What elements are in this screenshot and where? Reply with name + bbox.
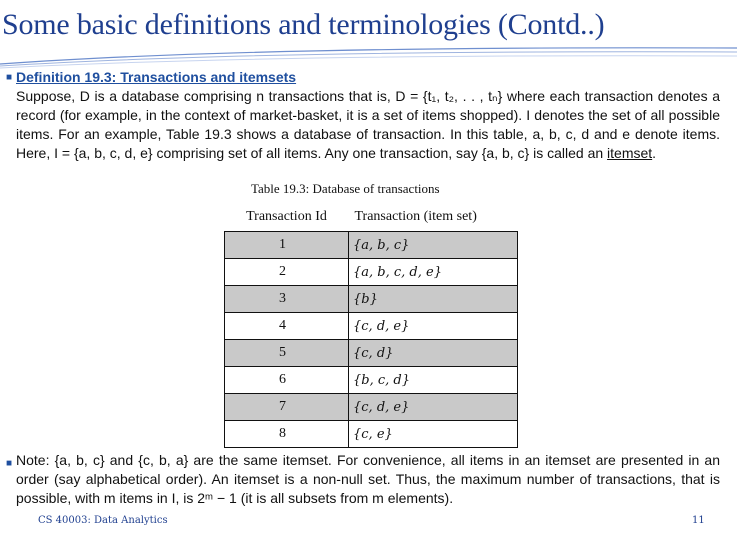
table-row — [225, 340, 518, 367]
title-swoosh-decoration — [0, 44, 737, 70]
note-bullet-icon: ■ — [6, 458, 13, 469]
table-row — [225, 259, 518, 286]
transaction-id-cell: 5 — [225, 340, 349, 367]
transactions-table — [224, 203, 518, 448]
itemset-term: itemset — [607, 145, 653, 161]
table-row — [225, 421, 518, 448]
transaction-id-cell: 7 — [225, 394, 349, 421]
definition-block — [16, 68, 720, 163]
footer-page-number: 11 — [692, 515, 705, 526]
transaction-id-cell: 6 — [225, 367, 349, 394]
transaction-items-cell: {a, b, c, d, e} — [349, 259, 518, 286]
table-row — [225, 367, 518, 394]
column-header-transaction-id: Transaction Id — [225, 203, 349, 232]
transaction-id-cell: 4 — [225, 313, 349, 340]
table-caption: Table 19.3: Database of transactions — [251, 181, 440, 196]
transaction-items-cell: {c, d, e} — [349, 313, 518, 340]
definition-text-end: . — [652, 145, 657, 161]
transaction-id-cell: 8 — [225, 421, 349, 448]
transaction-items-cell: {b, c, d} — [349, 367, 518, 394]
note-paragraph: Note: {a, b, c} and {c, b, a} are the same itemset. For convenience, all items in an itemset are presented in an order (say alphabetical order). An itemset is a non-null set. Thus, the maximum number of transactions, that is possible, with m items in I, is 2ᵐ − 1 (it is all subsets from m elements). — [16, 452, 720, 506]
transaction-items-cell: {c, e} — [349, 421, 518, 448]
transaction-id-cell: 3 — [225, 286, 349, 313]
transaction-items-cell: {c, d, e} — [349, 394, 518, 421]
definition-bullet-icon: ■ — [6, 72, 13, 83]
definition-text: Suppose, D is a database comprising n transactions that is, D = {t₁, t₂, . . , tₙ} where each transaction denotes a record (for example, in the context of market-basket, it is a set of items shopped). I denotes the set of all possible items. For an example, Table 19.3 shows a database of transaction. In this table, a, b, c, d and e denote items. Here, I = {a, b, c, d, e} comprising set of all items. Any one transaction, say {a, b, c} is called an — [16, 88, 720, 161]
table-row — [225, 394, 518, 421]
table-row — [225, 286, 518, 313]
transaction-items-cell: {c, d} — [349, 340, 518, 367]
table-row — [225, 232, 518, 259]
transaction-items-cell: {a, b, c} — [349, 232, 518, 259]
transaction-id-cell: 2 — [225, 259, 349, 286]
column-header-transaction-items: Transaction (item set) — [349, 203, 518, 232]
footer-course: CS 40003: Data Analytics — [38, 515, 168, 526]
transaction-id-cell: 1 — [225, 232, 349, 259]
definition-heading: Definition 19.3: Transactions and itemsets — [16, 69, 297, 85]
slide-title: Some basic definitions and terminologies (Contd..) — [2, 8, 605, 41]
transaction-items-cell: {b} — [349, 286, 518, 313]
table-row — [225, 313, 518, 340]
